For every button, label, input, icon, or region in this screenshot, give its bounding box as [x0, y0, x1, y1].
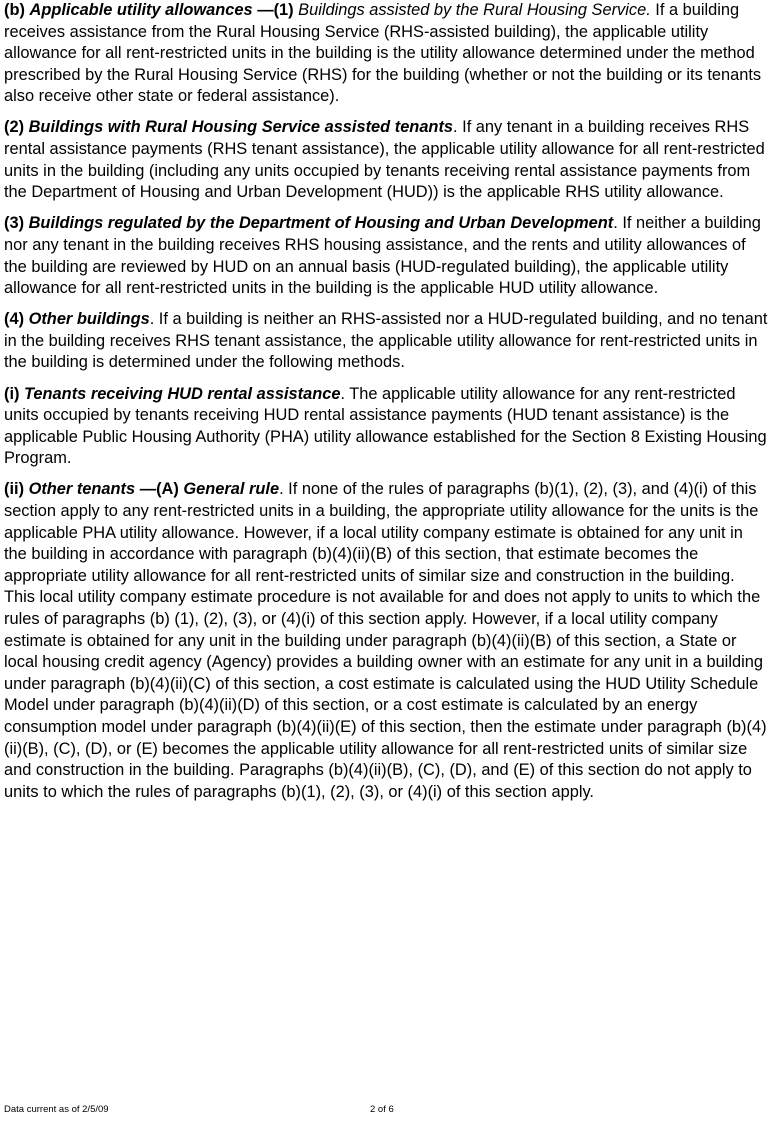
- paragraph-b3: [4, 213, 768, 299]
- paragraph-text: . If any tenant in a building receives RHS rental assistance payments (RHS tenant assistance), the applicable utility allowance for all rent-restricted units in the building (including any units occupied by tenants receiving rental assistance payments from the Department of Housing and Urban Development (HUD)) is the applicable RHS utility allowance.: [4, 118, 765, 202]
- paragraph-subheading: Buildings assisted by the Rural Housing Service.: [298, 1, 651, 19]
- paragraph-b4ii: [4, 479, 768, 803]
- document-body: [4, 0, 768, 803]
- document-page: [4, 0, 768, 813]
- paragraph-heading: Buildings regulated by the Department of Housing and Urban Development: [28, 214, 614, 233]
- page-number: 2 of 6: [370, 1104, 394, 1115]
- paragraph-text: . If a building is neither an RHS-assisted nor a HUD-regulated building, and no tenant in the building receives RHS tenant assistance, the applicable utility allowance for rent-restricted units in the building is determined under the following methods.: [4, 310, 768, 372]
- paragraph-label: (i): [4, 384, 25, 403]
- paragraph-label: (ii): [4, 480, 29, 499]
- paragraph-heading: Applicable utility allowances: [29, 1, 253, 19]
- page-footer: [4, 1103, 764, 1117]
- paragraph-heading: Other tenants: [28, 480, 136, 499]
- paragraph-b: [4, 0, 768, 108]
- paragraph-heading: Other buildings: [28, 310, 150, 329]
- paragraph-label: —(A): [135, 480, 184, 499]
- paragraph-label: (3): [4, 214, 29, 233]
- paragraph-heading: Tenants receiving HUD rental assistance: [24, 384, 341, 403]
- paragraph-text: . If none of the rules of paragraphs (b)(1), (2), (3), and (4)(i) of this section apply to any rent-restricted units in a building, the appropriate utility allowance for the units is the applicable PHA utility allowance. However, if a local utility company estimate is obtained for any unit in the building in accordance with paragraph (b)(4)(ii)(B) of this section, that estimate becomes the appropriate utility allowance for all rent-restricted units of similar size and construction in the building. This local utility company estimate procedure is not available for and does not apply to units to which the rules of paragraphs (b) (1), (2), (3), or (4)(i) of this section apply. However, if a local utility company estimate is obtained for any unit in the building under paragraph (b)(4)(ii)(B) of this section, a State or local housing credit agency (Agency) provides a building owner with an estimate for any unit in a building under paragraph (b)(4)(ii)(C) of this section, a cost estimate is calculated using the HUD Utility Schedule Model under paragraph (b)(4)(ii)(D) of this section, or a cost estimate is calculated by an energy consumption model under paragraph (b)(4)(ii)(E) of this section, then the estimate under paragraph (b)(4)(ii)(B), (C), (D), or (E) becomes the applicable utility allowance for all rent-restricted units of similar size and construction in the building. Paragraphs (b)(4)(ii)(B), (C), (D), and (E) of this section do not apply to units to which the rules of paragraphs (b)(1), (2), (3), or (4)(i) of this section apply.: [4, 480, 767, 801]
- paragraph-label: (2): [4, 118, 29, 137]
- paragraph-label: (4): [4, 310, 29, 329]
- paragraph-heading: General rule: [183, 480, 280, 499]
- data-current-note: Data current as of 2/5/09: [4, 1104, 109, 1115]
- paragraph-b4: [4, 309, 768, 374]
- paragraph-text: . The applicable utility allowance for any rent-restricted units occupied by tenants receiving HUD rental assistance payments (HUD tenant assistance) is the applicable Public Housing Authority (PHA) utility allowance established for the Section 8 Existing Housing Program.: [4, 384, 767, 468]
- paragraph-label: (b): [4, 1, 30, 19]
- paragraph-label: —(1): [252, 1, 299, 19]
- paragraph-heading: Buildings with Rural Housing Service assisted tenants: [28, 118, 454, 137]
- paragraph-b4i: [4, 384, 768, 470]
- paragraph-text: . If neither a building nor any tenant in the building receives RHS housing assistance, and the rents and utility allowances of the building are reviewed by HUD on an annual basis (HUD-regulated building), the applicable utility allowance for all rent-restricted units in the building is the applicable HUD utility allowance.: [4, 214, 761, 298]
- paragraph-text: If a building receives assistance from the Rural Housing Service (RHS-assisted building), the applicable utility allowance for all rent-restricted units in the building is the utility allowance determined under the method prescribed by the Rural Housing Service (RHS) for the building (whether or not the building or its tenants also receive other state or federal assistance).: [4, 1, 762, 106]
- paragraph-b2: [4, 117, 768, 203]
